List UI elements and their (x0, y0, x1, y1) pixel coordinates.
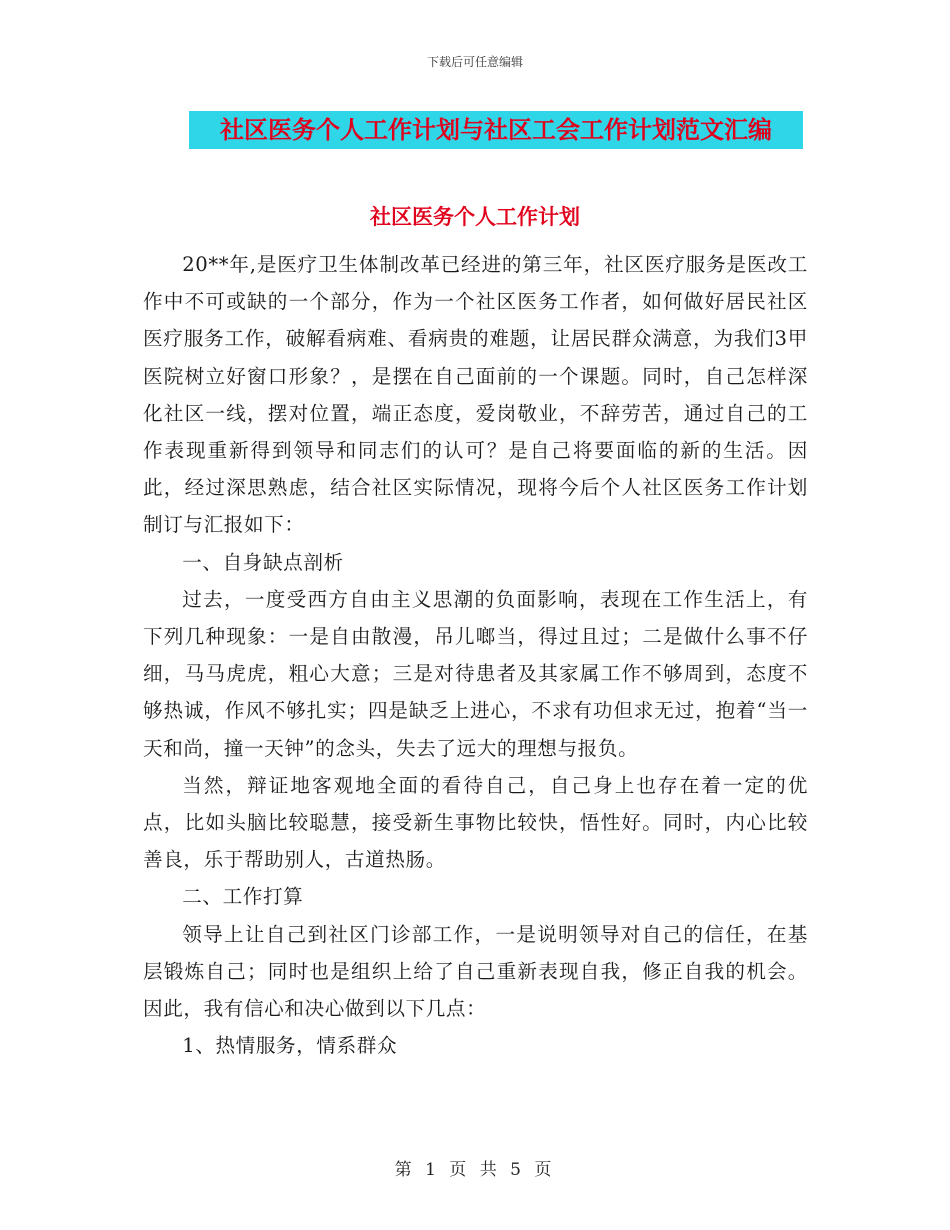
heading-point-1: 1、热情服务，情系群众 (182, 1034, 398, 1058)
heading-self-analysis: 一、自身缺点剖析 (182, 550, 344, 574)
paragraph-intro: 20**年,是医疗卫生体制改革已经进的第三年，社区医疗服务是医改工作中不可或缺的一个部分，作为一个社区医务工作者，如何做好居民社区医疗服务工作，破解看病难、看病贵的难题，让居民群众满意，为我们3甲医院树立好窗口形象？，是摆在自己面前的一个课题。同时，自己怎样深化社区一线，摆对位置，端正态度，爱岗敬业，不辞劳苦，通过自己的工作表现重新得到领导和同志们的认可？是自己将要面临的新的生活。因此，经过深思熟虑，结合社区实际情况，现将今后个人社区医务工作计划制订与汇报如下： (143, 253, 808, 537)
paragraph-shortcomings: 过去，一度受西方自由主义思潮的负面影响，表现在工作生活上，有下列几种现象：一是自由散漫，吊儿啷当，得过且过；二是做什么事不仔细，马马虎虎，粗心大意；三是对待患者及其家属工作不够周到，态度不够热诚，作风不够扎实；四是缺乏上进心，不求有功但求无过，抱着“当一天和尚，撞一天钟”的念头，失去了远大的理想与报负。 (143, 587, 808, 760)
paragraph-work-plan: 领导上让自己到社区门诊部工作，一是说明领导对自己的信任，在基层锻炼自己；同时也是组织上给了自己重新表现自我，修正自我的机会。因此，我有信心和决心做到以下几点： (143, 922, 808, 1021)
page-header-note: 下载后可任意编辑 (426, 55, 523, 69)
heading-work-plan: 二、工作打算 (182, 885, 304, 909)
paragraph-strengths: 当然，辩证地客观地全面的看待自己，自己身上也存在着一定的优点，比如头脑比较聪慧，接受新生事物比较快，悟性好。同时，内心比较善良，乐于帮助别人，古道热肠。 (143, 773, 808, 872)
section-title: 社区医务个人工作计划 (370, 205, 580, 229)
document-body (143, 246, 808, 1064)
document-title: 社区医务个人工作计划与社区工会工作计划范文汇编 (220, 116, 772, 144)
page-footer: 第 1 页 共 5 页 (394, 1160, 556, 1180)
